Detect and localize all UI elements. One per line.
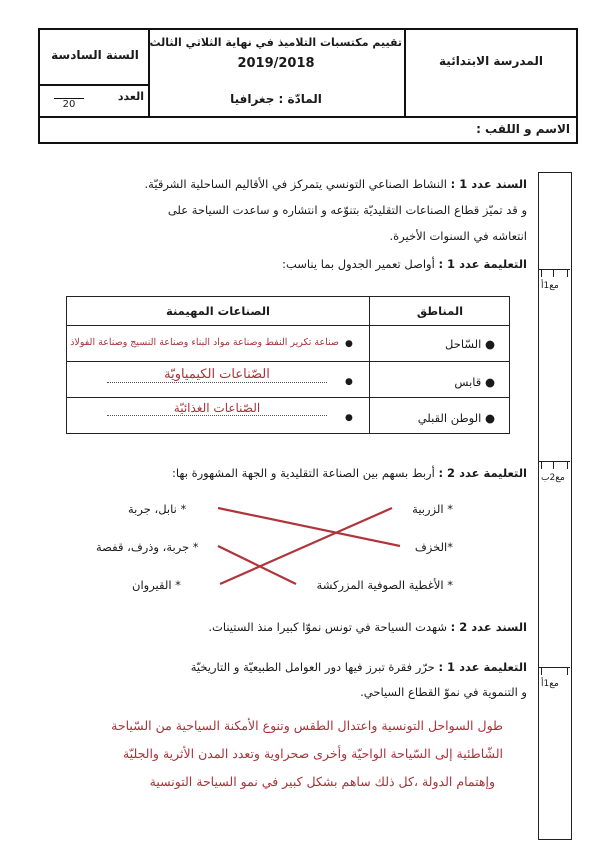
task1-label: التعليمة عدد 1 : [438,257,527,271]
sanad2-label: السند عدد 2 : [450,620,527,634]
task3-instruction-1 [191,660,527,674]
craft-pottery[interactable]: *الخزف [414,540,453,554]
margin-mark-1: مع1أ [541,281,559,291]
col-header-region: المناطق [416,304,464,318]
sanad1-label: السند عدد 1 : [450,177,527,191]
answer-line-1: طول السواحل التونسية واعتدال الطقس وتنوع الأمكنة السياحية من السّياحة [111,718,503,733]
place-djerba-gafsa[interactable]: * جربة، وذرف، قفصة [96,540,199,554]
sanad1-line3: انتعاشه في السنوات الأخيرة. [389,229,527,243]
margin-mark-3: مع1أ [541,679,559,689]
sanad1-text-1: النشاط الصناعي التونسي يتمركز في الأقاليم الساحلية الشرقيّة. [144,177,447,191]
school-name: المدرسة الابتدائية [439,54,543,68]
task2-label: التعليمة عدد 2 : [438,466,527,480]
sanad2-text: شهدت السياحة في تونس نموّا كبيرا منذ الستينات. [208,620,447,634]
region-gabes: ● قابس [454,375,495,389]
match-line-wool [218,546,296,584]
col-header-industry: الصناعات المهيمنة [166,304,270,318]
school-year: 2019/2018 [237,56,315,71]
exam-title: تقييم مكتسبات التلاميذ في نهاية الثلاثي الثالث [149,36,402,49]
answer-sahel: صناعة تكرير النفط وصناعة مواد البناء وصناعة النسيج وصناعة الفولاذ [70,337,339,348]
sanad1-line2: و قد تميّز قطاع الصناعات التقليديّة بتنوّعه و انتشاره و ساعدت السياحة على [167,203,527,217]
bullet-2: ● [345,377,353,387]
sanad2-line [208,620,527,634]
answer-cap-bon: الصّناعات الغذائيّة [107,401,327,416]
margin-mark-2: مع2ب [541,473,565,483]
score-label: العدد [117,90,144,103]
craft-carpet[interactable]: * الزربية [412,502,453,516]
answer-line-2: الشّاطئية إلى السّياحة الواحيّة وأخرى صحراوية وتعدد المدن الأثرية والجليّة [122,746,503,761]
place-kairouan[interactable]: * القيروان [132,578,181,592]
answer-line-3: وإهتمام الدولة ،كل ذلك ساهم بشكل كبير في نمو السياحة التونسية [149,774,495,789]
place-nabeul-djerba[interactable]: * نابل، جربة [128,502,187,516]
subject-label: المادّة : جغرافيا [230,92,322,106]
match-line-carpet [220,508,392,584]
task3-text-1: حرّر فقرة تبرز فيها دور العوامل الطبيعيّة و التاريخيّة [190,660,435,674]
bullet-1: ● [345,339,353,349]
grade-label: السنة السادسة [51,48,139,62]
craft-wool-blankets[interactable]: * الأغطية الصوفية المزركشة [316,578,453,592]
bullet-3: ● [345,413,353,423]
score-total: 20 [54,98,84,110]
task3-label: التعليمة عدد 1 : [438,660,527,674]
task3-instruction-2: و التنموية في نموّ القطاع السياحي. [360,685,527,699]
answer-gabes: الصّناعات الكيمياويّة [107,367,327,383]
task1-text: أواصل تعمير الجدول بما يناسب: [282,257,435,271]
task2-text: أربط بسهم بين الصناعة التقليدية و الجهة المشهورة بها: [172,466,435,480]
name-field-label[interactable]: الاسم و اللقب : [476,122,570,136]
region-sahel: ● السّاحل [445,337,495,351]
match-line-pottery [218,508,400,546]
region-cap-bon: ● الوطن القبلي [417,411,495,425]
